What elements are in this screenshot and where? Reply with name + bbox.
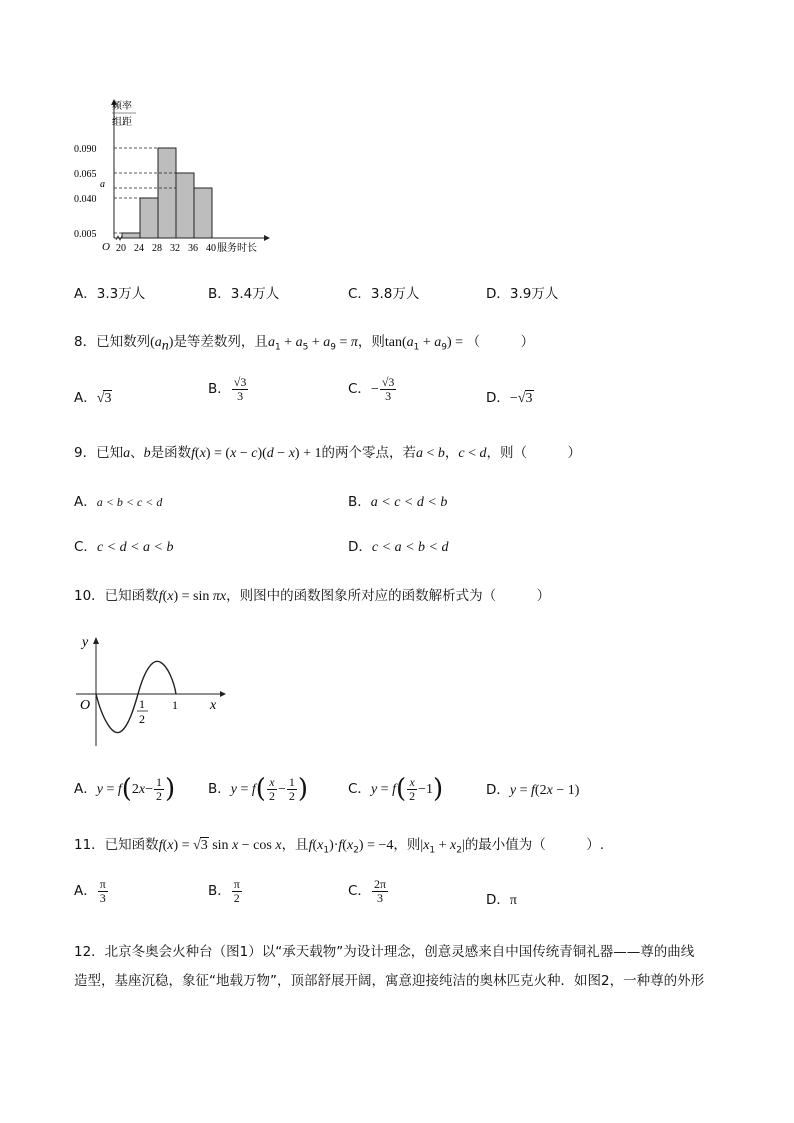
q11-stem: 11．已知函数f(x) = √3 sin x − cos x，且$f(x_1)\cdot f(x_2) = -4$，则$|x_1 + x_2|$的最小值为（ ）. (74, 837, 605, 856)
hist-x-tick-label: 24 (134, 243, 144, 254)
hist-axis-break (116, 236, 122, 240)
q8-mid: 是等差数列，且 (173, 334, 268, 350)
hist-y-tick-label: 0.090 (74, 144, 97, 155)
q12-line-1: 12．北京冬奥会火种台（图1）以“承天载物”为设计理念，创意灵感来自中国传统青铜礼器——尊的曲线 (74, 944, 695, 960)
q10-stem: 10．已知函数f(x) = sin πx，则图中的函数图象所对应的函数解析式为（ ） (74, 588, 551, 604)
q7-option-c: C．3.8万人 (348, 286, 420, 302)
q8-option-c: C．− $\frac{√3}{3}$ (348, 375, 395, 403)
hist-origin-label: O (102, 241, 110, 253)
sine-graph (70, 632, 230, 752)
q11-option-c: C． $\frac{2\pi}{3}$ (348, 877, 386, 905)
hist-bar (158, 148, 176, 238)
graph-origin-label: O (80, 698, 91, 713)
hist-bar (122, 233, 140, 238)
q8-option-b: B． $\frac{√3}{3}$ (208, 375, 247, 403)
q8-lead: 8．已知数列 (74, 334, 151, 350)
hist-y-axis-label-top: 频率 (112, 101, 132, 112)
hist-y-tick-label: a (100, 179, 105, 190)
q11-option-a: A． $\frac{\pi}{3}$ (74, 877, 106, 905)
hist-bar (194, 188, 212, 238)
hist-x-axis-label: 服务时长 (217, 243, 257, 254)
q7-option-b: B．3.4万人 (208, 286, 280, 302)
hist-bar (140, 198, 158, 238)
y-axis-arrow (93, 637, 99, 644)
hist-y-tick-label: 0.005 (74, 229, 97, 240)
q12-line-2: 造型，基座沉稳，象征“地载万物”，顶部舒展开阔，寓意迎接纯洁的奥林匹克火种．如图2，一种尊的外形 (74, 973, 705, 989)
q9-option-d: D．c < a < b < d (348, 539, 449, 555)
q8-stem: 8．已知数列$(a_n)$是等差数列，且$a_1 + a_5 + a_9 = \pi$，则$\tan(a_1 + a_9)$ = （ ） (74, 334, 535, 354)
q10-option-a: A．y = f(2x− $\frac{1}{2}$ ) (74, 774, 176, 804)
sine-curve (96, 661, 176, 732)
q9-option-c: C．c < d < a < b (74, 539, 174, 555)
q8-option-d: D．−√3 (486, 390, 533, 406)
q8-option-a: A．√3 (74, 390, 112, 406)
q9-option-b: B．a < c < d < b (348, 494, 448, 510)
q8-tail: （ ） (466, 334, 535, 350)
graph-y-label: y (82, 635, 89, 650)
hist-y-axis-label-bottom: 组距 (112, 117, 132, 128)
hist-x-tick-label: 36 (188, 243, 198, 254)
q7-option-d: D．3.9万人 (486, 286, 559, 302)
q11-option-b: B． $\frac{\pi}{2}$ (208, 877, 240, 905)
q7-option-a: A．3.3万人 (74, 286, 146, 302)
hist-x-tick-label: 40 (206, 243, 216, 254)
q10-option-c: C．y = f( $\frac{x}{2}$ −1) (348, 774, 444, 804)
hist-y-tick-label: 0.040 (74, 194, 97, 205)
q9-option-a: A．a < b < c < d (74, 494, 163, 510)
x-axis-arrow (220, 691, 226, 697)
hist-x-tick-label: 32 (170, 243, 180, 254)
q10-option-d: D．y = f(2x − 1) (486, 782, 580, 798)
hist-y-tick-label: 0.065 (74, 169, 97, 180)
graph-x-label: x (210, 698, 217, 713)
graph-half-den: 2 (139, 712, 145, 726)
hist-bar (176, 173, 194, 238)
histogram-chart (70, 95, 290, 260)
hist-x-axis-arrow (264, 235, 270, 241)
q10-option-b: B．y = f( $\frac{x}{2}$ − $\frac{1}{2}$ ) (208, 774, 308, 804)
hist-x-tick-label: 20 (116, 243, 126, 254)
q8-mid2: ，则 (357, 334, 385, 350)
graph-one-label: 1 (172, 698, 178, 712)
hist-x-tick-label: 28 (152, 243, 162, 254)
q11-option-d: D．π (486, 892, 517, 908)
q9-stem: 9．已知a、b是函数f(x) = (x − c)(d − x) + 1的两个零点，若a < b，c < d，则（ ） (74, 445, 581, 461)
graph-half-num: 1 (139, 697, 145, 711)
